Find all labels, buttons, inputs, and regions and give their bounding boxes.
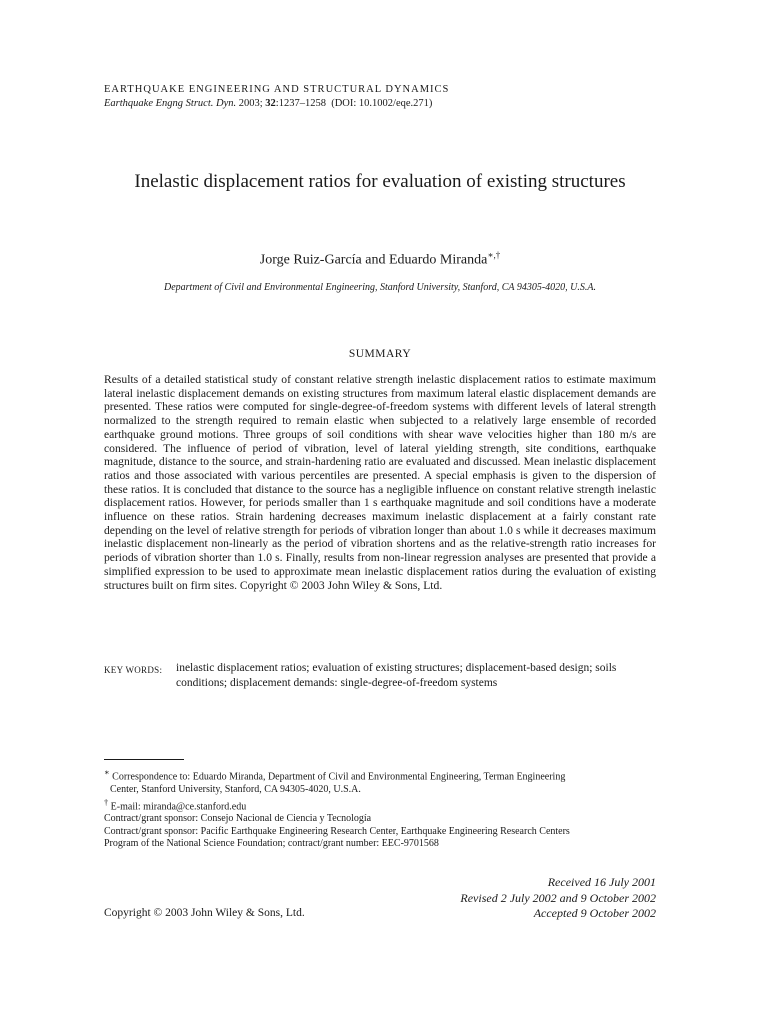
citation-journal: Earthquake Engng Struct. Dyn. bbox=[104, 98, 237, 109]
author-names: Jorge Ruiz-García and Eduardo Miranda bbox=[259, 252, 488, 268]
correspondence-line1: Correspondence to: Eduardo Miranda, Department of Civil and Environmental Engineering, Terman Engineering bbox=[112, 771, 566, 783]
email-footnote bbox=[104, 796, 656, 813]
email-text[interactable]: E-mail: miranda@ce.stanford.edu bbox=[110, 801, 247, 813]
accepted-date: Accepted 9 October 2002 bbox=[533, 906, 656, 920]
affiliation: Department of Civil and Environmental Engineering, Stanford University, Stanford, CA 94305-4020, U.S.A. bbox=[163, 282, 596, 293]
publication-dates bbox=[356, 875, 656, 922]
sponsor-line2: Contract/grant sponsor: Pacific Earthquake Engineering Research Center, Earthquake Engineering Research Centers bbox=[104, 825, 570, 837]
correspondence-line2: Center, Stanford University, Stanford, CA 94305-4020, U.S.A. bbox=[110, 784, 361, 796]
author-marks: ∗,† bbox=[487, 250, 501, 260]
citation-volume: 32 bbox=[265, 98, 276, 109]
paper-title: Inelastic displacement ratios for evaluation of existing structures bbox=[134, 171, 626, 192]
abstract-text: Results of a detailed statistical study of constant relative strength inelastic displacement ratios to estimate maximum lateral inelastic displacement demands on existing structures from maximum lateral elastic displacement demands are presented. These ratios were computed for single-degree-of-freedom systems with different levels of lateral strength normalized to the strength required to remain elastic when subjected to a relatively large ensemble of recorded earthquake ground motions. Three groups of soil conditions with shear wave velocities higher than 180 m/s are considered. The influence of period of vibration, level of lateral yielding strength, site conditions, earthquake magnitude, distance to the source, and strain-hardening ratio are evaluated and discussed. Mean inelastic displacement ratios and those associated with various percentiles are presented. A special emphasis is given to the dispersion of these ratios. It is concluded that distance to the source has a negligible influence on constant relative strength inelastic displacement ratios. However, for periods smaller than 1 s earthquake magnitude and soil conditions have a moderate influence on these ratios. Strain hardening decreases maximum inelastic displacement at a fairly constant rate depending on the level of relative strength for periods of vibration longer than about 1.0 s while it decreases maximum inelastic displacement non-linearly as the period of vibration shortens and as the relative-strength ratio increases for periods of vibration shorter than 1.0 s. Finally, results from non-linear regression analyses are presented that provide a simplified expression to be used to approximate mean inelastic displacement ratios during the evaluation of existing structures built on firm sites. Copyright © 2003 John Wiley & Sons, Ltd. bbox=[104, 373, 656, 592]
keywords bbox=[104, 661, 656, 691]
citation-doi[interactable]: (DOI: 10.1002/eqe.271) bbox=[331, 98, 433, 109]
footnote-rule bbox=[104, 759, 184, 760]
citation bbox=[104, 98, 432, 109]
journal-name: EARTHQUAKE ENGINEERING AND STRUCTURAL DYNAMICS bbox=[104, 84, 450, 95]
keywords-label: KEY WORDS: bbox=[104, 665, 163, 675]
sponsor-line3: Program of the National Science Foundation; contract/grant number: EEC-9701568 bbox=[104, 838, 439, 849]
correspondence-footnote bbox=[104, 766, 656, 783]
sponsor-line1: Contract/grant sponsor: Consejo Nacional de Ciencia y Tecnología bbox=[104, 813, 372, 824]
sponsors bbox=[104, 813, 656, 851]
summary-heading: SUMMARY bbox=[348, 348, 412, 360]
keywords-text: inelastic displacement ratios; evaluation of existing structures; displacement-based design; soils conditions; displacement demands: single-degree-of-freedom systems bbox=[176, 662, 617, 689]
footnotes bbox=[104, 766, 656, 814]
revised-date: Revised 2 July 2002 and 9 October 2002 bbox=[460, 890, 656, 905]
email-mark: † bbox=[104, 798, 109, 808]
copyright: Copyright © 2003 John Wiley & Sons, Ltd. bbox=[104, 907, 305, 919]
citation-year: 2003; bbox=[238, 98, 263, 109]
authors bbox=[104, 250, 656, 269]
correspondence-mark: ∗ bbox=[104, 768, 110, 777]
received-date: Received 16 July 2001 bbox=[547, 875, 656, 889]
citation-pages: :1237–1258 bbox=[275, 98, 326, 109]
